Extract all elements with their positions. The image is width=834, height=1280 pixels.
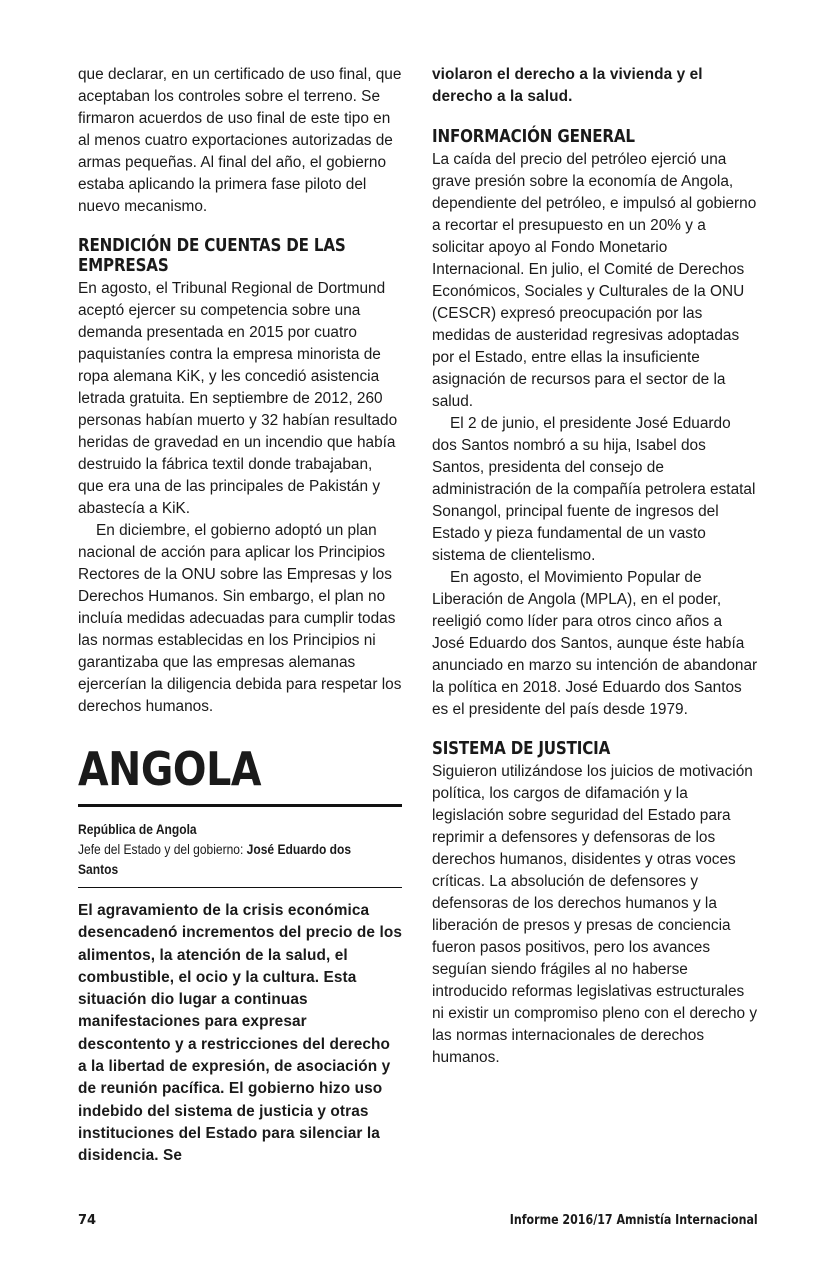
- heading-justice-system: SISTEMA DE JUSTICIA: [432, 737, 611, 759]
- facts-head-value-cont: Santos: [78, 861, 119, 877]
- lead-summary: El agravamiento de la crisis económica desencadenó incrementos del precio de los alimentos, la atención de la salud, el combustible, el ocio y la cultura. Esta situación dio lugar a continuas manifestaciones para expresar descontento y a restricciones del derecho a la libertad de expresión, de asociación y de reunión pacífica. El gobierno hizo uso indebido del sistema de justicia y otras instituciones del Estado para silenciar la disidencia. Se: [78, 902, 402, 1165]
- heading-corporate-accountability: [78, 236, 402, 276]
- publication-title: Informe 2016/17 Amnistía Internacional: [510, 1213, 758, 1228]
- heading-line: RENDICIÓN DE CUENTAS DE LAS: [78, 235, 346, 256]
- divider-thick: [78, 804, 402, 807]
- paragraph-general-3: En agosto, el Movimiento Popular de Liberación de Angola (MPLA), en el poder, reeligió como líder para otros cinco años a José Eduardo dos Santos, aunque éste había anunciado en marzo su intención de abandonar la política en 2018. José Eduardo dos Santos es el presidente del país desde 1979.: [432, 568, 758, 718]
- right-column: [432, 64, 758, 1069]
- paragraph-corporate-1: En agosto, el Tribunal Regional de Dortmund aceptó ejercer su competencia sobre una demanda presentada en 2015 por cuatro paquistaníes contra la empresa minorista de ropa alemana KiK, y les concedió asistencia letrada gratuita. En septiembre de 2012, 260 personas habían muerto y 32 habían resultado heridas de gravedad en un incendio que había destruido la fábrica textil donde trabajaban, que era una de las principales de Pakistán y abastecía a KiK.: [78, 280, 398, 517]
- page-number: 74: [78, 1213, 97, 1228]
- facts-head-value: José Eduardo dos: [246, 841, 352, 857]
- paragraph-corporate-2: En diciembre, el gobierno adoptó un plan nacional de acción para aplicar los Principios Rectores de la ONU sobre las Empresas y los Derechos Humanos. Sin embargo, el plan no incluía medidas adecuadas para cumplir todas las normas establecidas en los Principios ni garantizaba que las empresas alemanas ejercerían la diligencia debida para respetar los derechos humanos.: [78, 522, 402, 715]
- paragraph-general-1: La caída del precio del petróleo ejerció una grave presión sobre la economía de Angola, dependiente del petróleo, e impulsó al gobierno a recortar el presupuesto en un 20% y a solicitar apoyo al Fondo Monetario Internacional. En julio, el Comité de Derechos Económicos, Sociales y Culturales de la ONU (CESCR) expresó preocupación por las medidas de austeridad regresivas adoptadas por el Estado, entre ellas la insuficiente asignación de recursos para el sector de la salud.: [432, 150, 757, 410]
- left-column: [78, 64, 402, 1168]
- country-title: ANGOLA: [78, 742, 262, 796]
- divider-thin: [78, 887, 402, 888]
- heading-general-information: INFORMACIÓN GENERAL: [432, 125, 635, 147]
- facts-republic: República de Angola: [78, 821, 197, 837]
- paragraph-general-2: El 2 de junio, el presidente José Eduardo dos Santos nombró a su hija, Isabel dos Santos, presidenta del consejo de administración de la compañía petrolera estatal Sonangol, principal fuente de ingresos del Estado y pieza fundamental de un vasto sistema de clientelismo.: [432, 414, 756, 564]
- country-facts: [78, 819, 402, 879]
- heading-line: EMPRESAS: [78, 255, 169, 276]
- facts-head-label: Jefe del Estado y del gobierno:: [78, 841, 247, 857]
- paragraph-intro: que declarar, en un certificado de uso final, que aceptaban los controles sobre el terreno. Se firmaron acuerdos de uso final de este tipo en al menos cuatro exportaciones autorizadas de armas pequeñas. Al final del año, el gobierno estaba aplicando la primera fase piloto del nuevo mecanismo.: [78, 66, 402, 215]
- lead-summary-continued: violaron el derecho a la vivienda y el derecho a la salud.: [432, 66, 703, 106]
- paragraph-justice-1: Siguieron utilizándose los juicios de motivación política, los cargos de difamación y la legislación sobre seguridad del Estado para reprimir a defensores y defensoras de los derechos humanos, disidentes y otras voces críticas. La absolución de defensores y defensoras de los derechos humanos y la liberación de presos y presas de conciencia fueron pasos positivos, pero los avances seguían siendo frágiles al no haberse introducido reformas legislativas estructurales ni existir un compromiso pleno con el derecho y las normas internacionales de derechos humanos.: [432, 762, 758, 1066]
